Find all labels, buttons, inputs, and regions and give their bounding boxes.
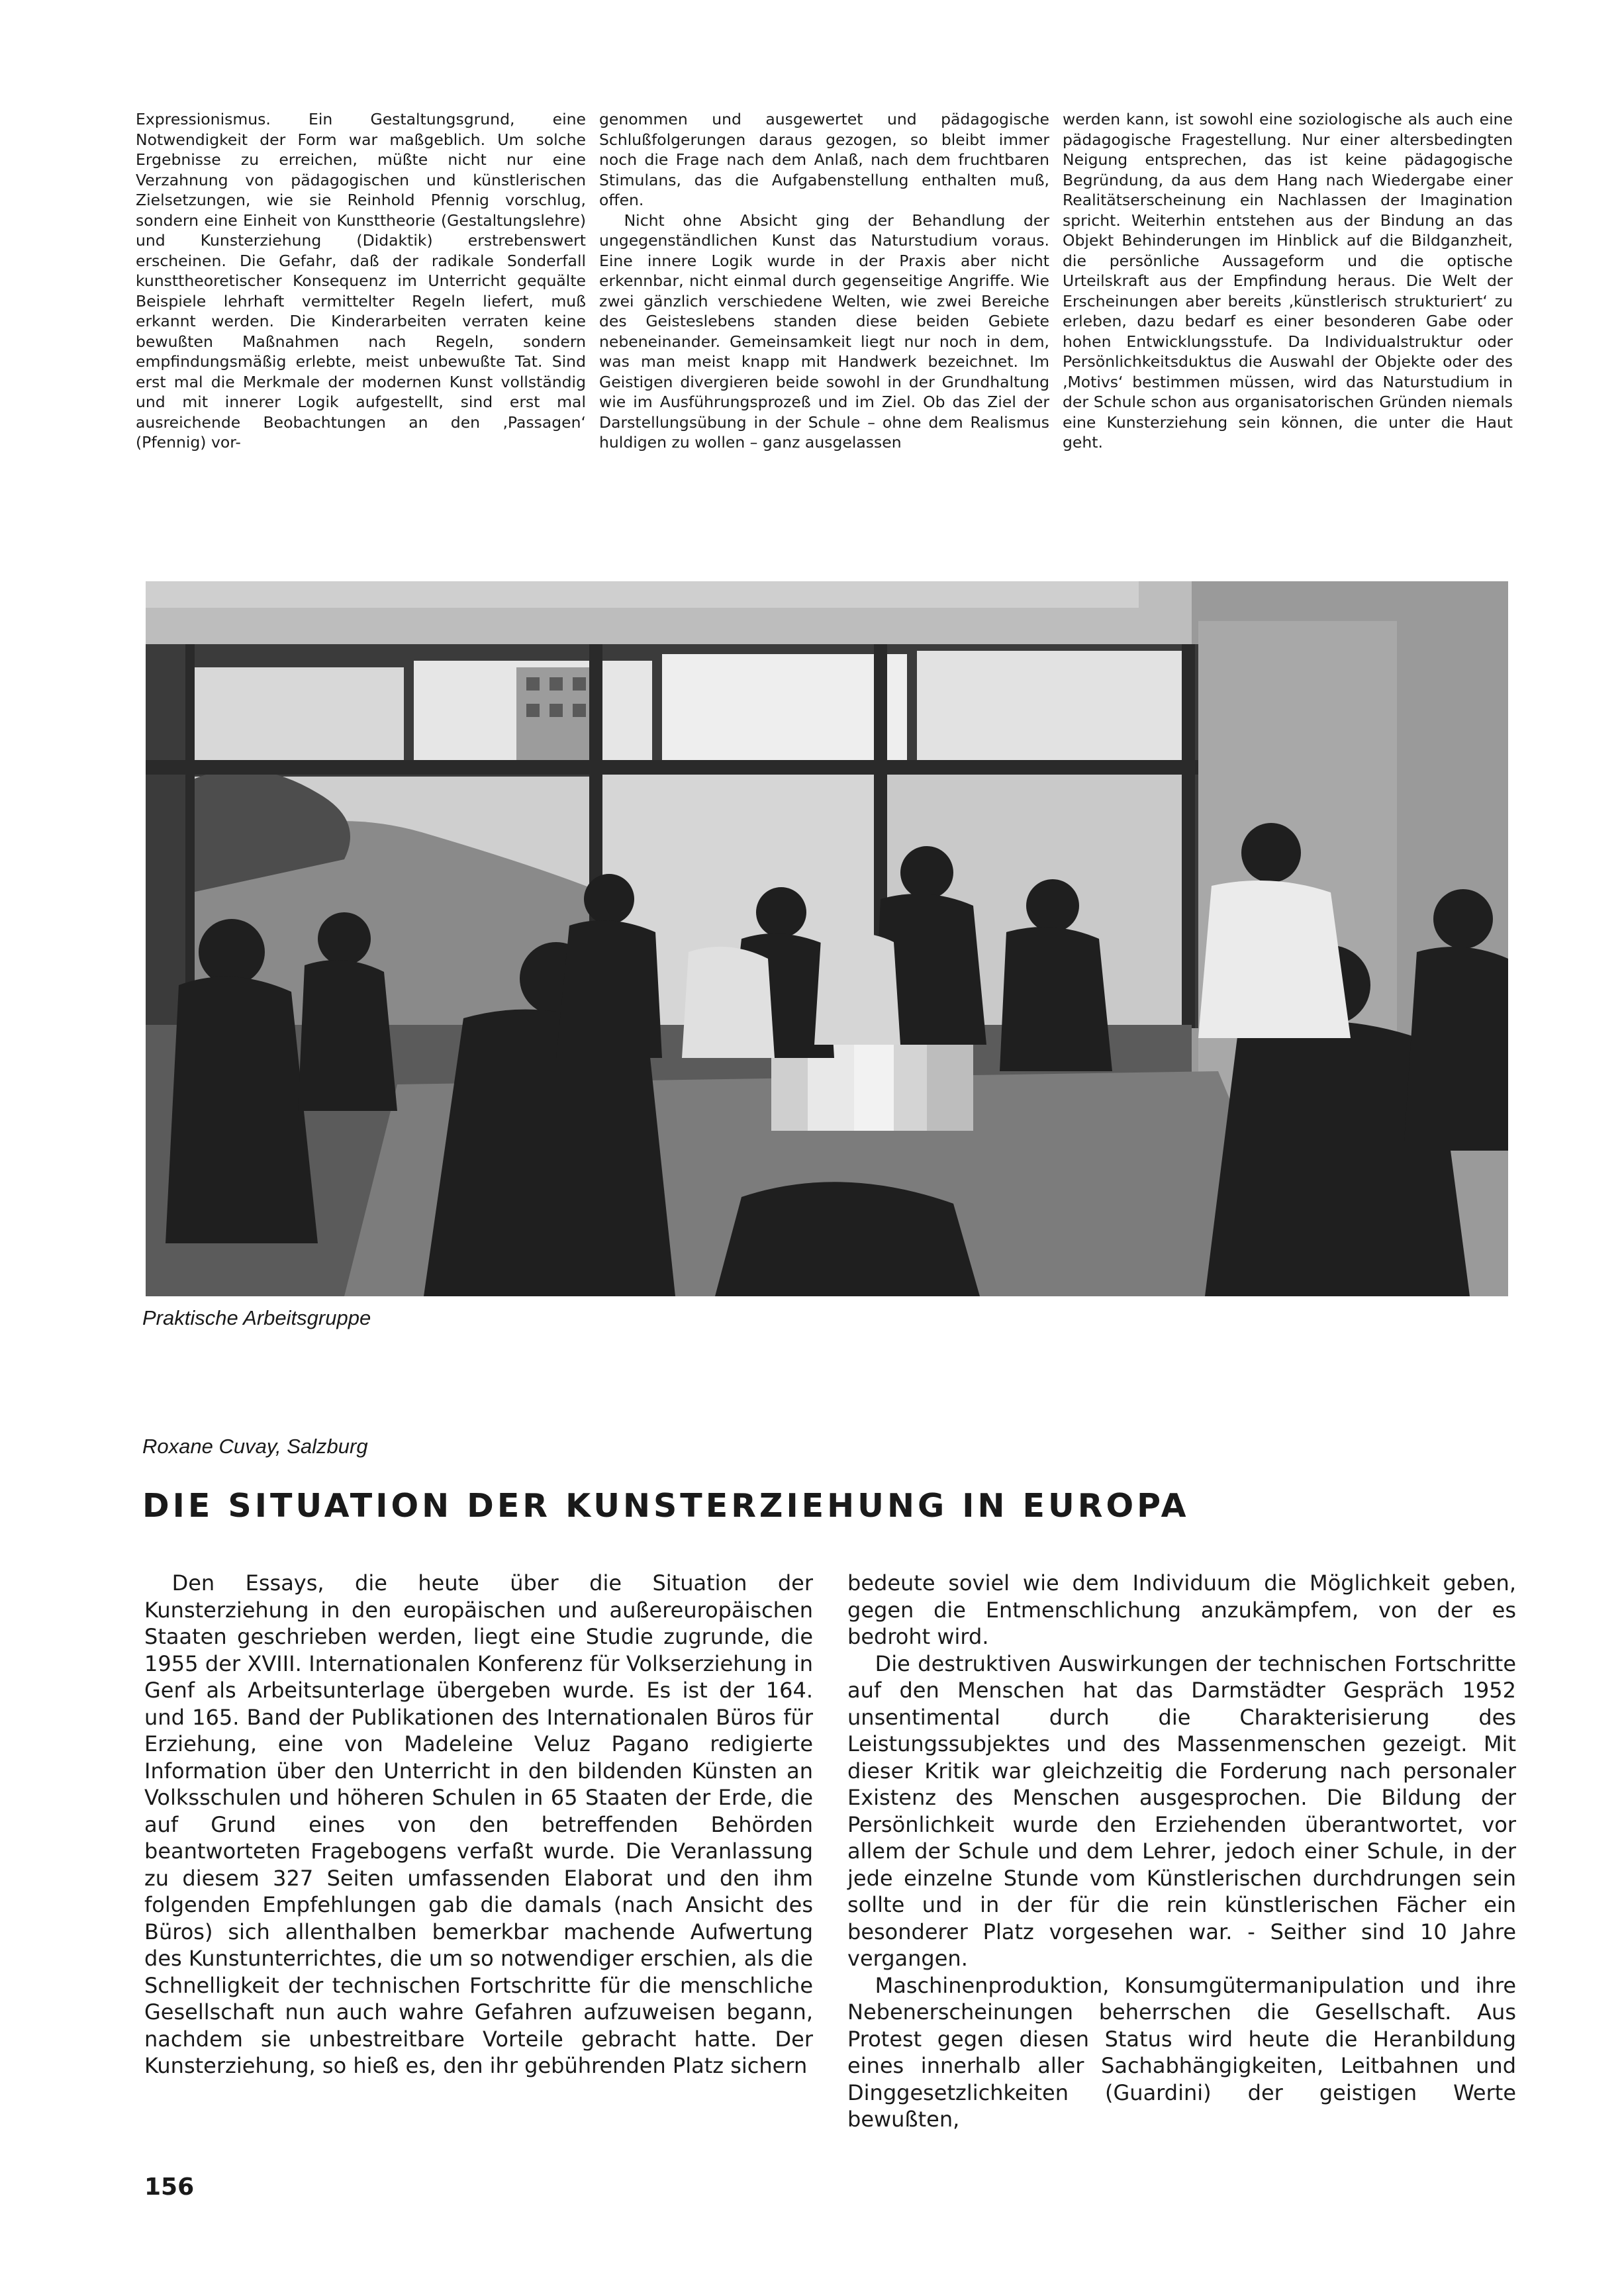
top-column-1 bbox=[136, 109, 586, 453]
page-number: 156 bbox=[144, 2174, 195, 2201]
article-headline: DIE SITUATION DER KUNSTERZIEHUNG IN EUROPA bbox=[142, 1487, 1190, 1525]
paragraph: Den Essays, die heute über die Situation der Kunsterziehung in den europäischen und außereuropäischen Staaten geschrieben werden, liegt eine Studie zugrunde, die 1955 der XVIII. Internationalen Konferenz für Volkserziehung in Genf als Arbeitsunterlage übergeben wurde. Es ist der 164. und 165. Band der Publikationen des Internationalen Büros für Erziehung, eine von Madeleine Veluz Pagano redigierte Information über den Unterricht in den bildenden Künsten an Volksschulen und höheren Schulen in 65 Staaten der Erde, die auf Grund eines von den betreffenden Behörden beantworteten Fragebogens verfaßt wurde. Die Veranlassung zu diesem 327 Seiten umfassenden Elaborat und den ihm folgenden Empfehlungen gab die damals (nach Ansicht des Büros) sich allenthalben bemerkbar machende Aufwertung des Kunstunterrichtes, die um so notwendiger erschien, als die Schnelligkeit der technischen Fortschritte für die menschliche Gesellschaft nun auch wahre Gefahren aufzuweisen begann, nachdem sie unbestreitbare Vorteile gebracht hatte. Der Kunsterziehung, so hieß es, den ihr gebührenden Platz sichern bbox=[144, 1570, 813, 2078]
photo-caption: Praktische Arbeitsgruppe bbox=[142, 1306, 371, 1329]
paragraph: Expressionismus. Ein Gestaltungsgrund, eine Notwendigkeit der Form war maßgeblich. Um solche Ergebnisse zu erreichen, müßte nicht nur eine Verzahnung von pädagogischen und künstlerischen Zielsetzungen, wie sie Reinhold Pfennig vorschlug, sondern eine Einheit von Kunsttheorie (Gestaltungslehre) und Kunsterziehung (Didaktik) erstrebenswert erscheinen. Die Gefahr, daß der radikale Sonderfall kunsttheoretischer Konsequenz im Unterricht gequälte Beispiele lehrhaft vermittelter Regeln liefert, muß erkannt werden. Die Kinderarbeiten verraten keine bewußten Maßnahmen nach Regeln, sondern empfindungsmäßig erlebte, meist unbewußte Tat. Sind erst mal die Merkmale der modernen Kunst vollständig und mit innerer Logik aufgestellt, sind erst mal ausreichende Beobachtungen an den ‚Passagen‘ (Pfennig) vor- bbox=[136, 110, 586, 452]
paragraph: Nicht ohne Absicht ging der Behandlung der ungegenständlichen Kunst das Naturstudium voraus. Eine innere Logik wurde in der Praxis aber nicht erkennbar, nicht einmal durch gegenseitige Angriffe. Wie zwei gänzlich verschiedene Welten, wie zwei Bereiche des Geisteslebens standen diese beiden Gebiete nebeneinander. Gemeinsamkeit liegt nur noch in dem, was man meist knapp mit Handwerk bezeichnet. Im Geistigen divergieren beide sowohl in der Grundhaltung wie im Ausführungsprozeß und im Ziel. Ob das Ziel der Darstellungsübung in der Schule – ohne dem Realismus huldigen zu wollen – ganz ausgelassen bbox=[599, 211, 1049, 452]
body-column-2 bbox=[847, 1570, 1516, 2133]
article-author: Roxane Cuvay, Salzburg bbox=[142, 1435, 368, 1458]
group-photo bbox=[146, 581, 1508, 1296]
body-column-1 bbox=[144, 1570, 813, 2079]
paragraph: bedeute soviel wie dem Individuum die Möglichkeit geben, gegen die Entmenschlichung anzukämpfem, von der es bedroht wird. bbox=[847, 1570, 1516, 1649]
paragraph: Maschinenproduktion, Konsumgütermanipulation und ihre Nebenerscheinungen beherrschen die Gesellschaft. Aus Protest gegen diesen Status wird heute die Heranbildung eines innerhalb aller Sachabhängigkeiten, Leitbahnen und Dinggesetzlichkeiten (Guardini) der geistigen Werte bewußten, bbox=[847, 1972, 1516, 2132]
paragraph: genommen und ausgewertet und pädagogische Schlußfolgerungen daraus gezogen, so bleibt immer noch die Frage nach dem Anlaß, nach dem fruchtbaren Stimulans, das die Aufgabenstellung enthalten muß, offen. bbox=[599, 110, 1049, 209]
paragraph: werden kann, ist sowohl eine soziologische als auch eine pädagogische Fragestellung. Nur einer altersbedingten Neigung entsprechen, das ist keine pädagogische Begründung, da aus dem Hang nach Wiedergabe einer Realitätserscheinung ein Nachlassen der Imagination spricht. Weiterhin entstehen aus der Bindung an das Objekt Behinderungen im Hinblick auf die Bildganzheit, die persönliche Aussageform und die optische Urteilskraft aus der Empfindung heraus. Die Welt der Erscheinungen aber bereits ‚künstlerisch strukturiert‘ zu erleben, dazu bedarf es einer besonderen Gabe oder hohen Entwicklungsstufe. Da Individualstruktur oder Persönlichkeitsduktus die Auswahl der Objekte oder des ‚Motivs‘ bestimmen müssen, wird das Naturstudium in der Schule schon aus organisatorischen Gründen niemals eine Kunsterziehung sein können, die unter die Haut geht. bbox=[1063, 110, 1513, 452]
top-column-3 bbox=[1063, 109, 1513, 453]
paragraph: Die destruktiven Auswirkungen der technischen Fortschritte auf den Menschen hat das Darmstädter Gespräch 1952 unsentimental durch die Charakterisierung des Leistungssubjektes und des Massenmenschen gezeigt. Mit dieser Kritik war gleichzeitig die Forderung nach personaler Existenz des Menschen ausgesprochen. Die Bildung der Persönlichkeit wurde den Erziehenden überantwortet, vor allem der Schule und dem Lehrer, jedoch einer Schule, in der jede einzelne Stunde vom Künstlerischen durchdrungen sein sollte und in der für die rein künstlerischen Fächer ein besonderer Platz vorgesehen war. - Seither sind 10 Jahre vergangen. bbox=[847, 1650, 1516, 1971]
top-column-2 bbox=[599, 109, 1049, 453]
